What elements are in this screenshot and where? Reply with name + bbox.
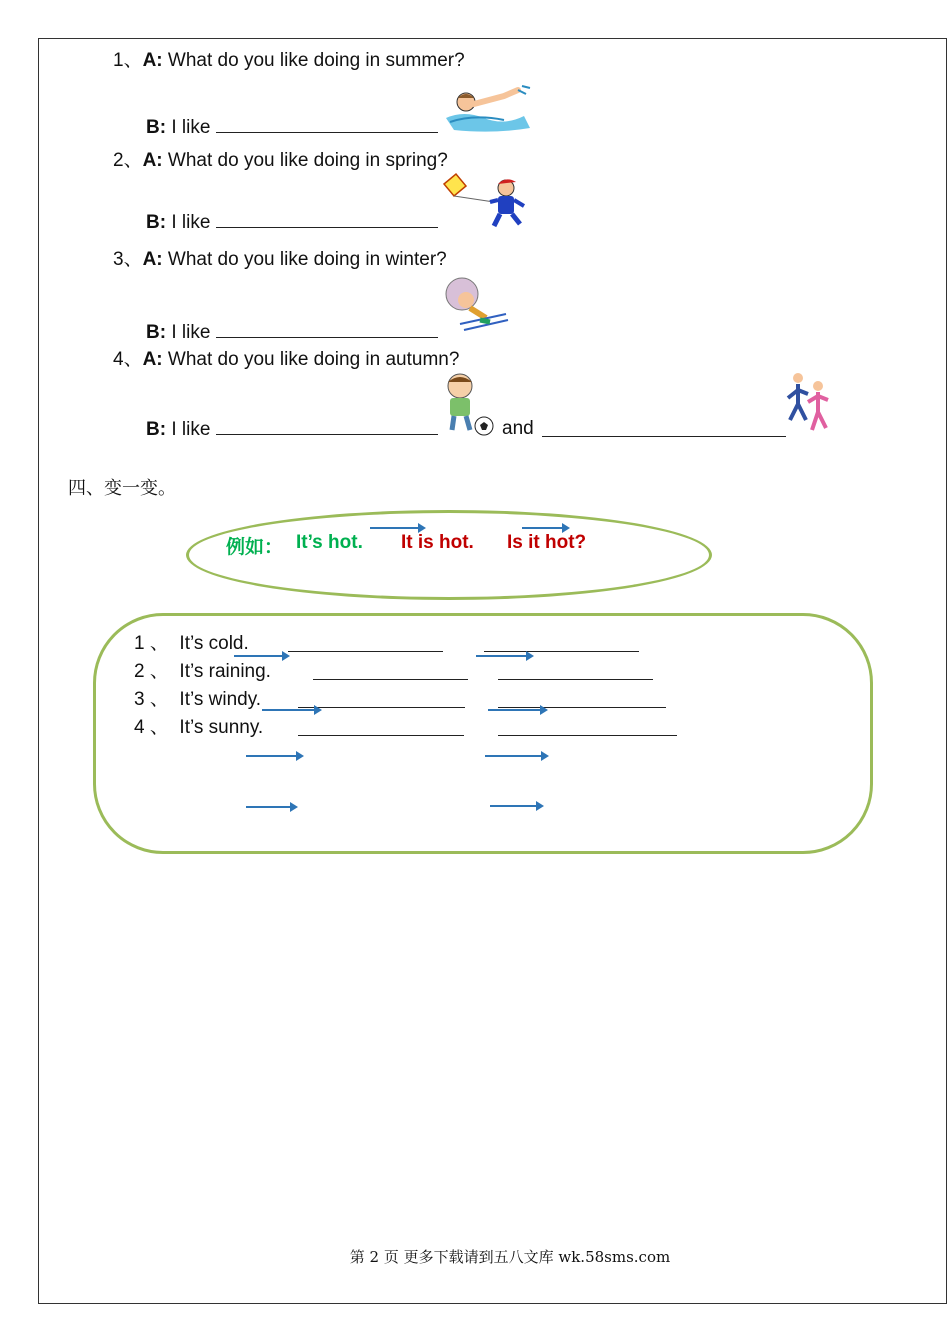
arrow-icon xyxy=(262,709,320,711)
section-title: 四、变一变。 xyxy=(68,478,176,499)
question-2-a: 2、A: What do you like doing in spring? xyxy=(113,150,448,171)
and-text: and xyxy=(502,418,534,439)
swimming-icon xyxy=(444,84,536,134)
answer-blank[interactable] xyxy=(216,211,438,228)
answer-line[interactable] xyxy=(288,651,443,652)
arrow-icon xyxy=(485,755,547,757)
playing-football-icon xyxy=(440,372,498,438)
arrow-icon xyxy=(246,806,296,808)
question-1-a: 1、A: What do you like doing in summer? xyxy=(113,50,465,71)
question-3-b: B: I like xyxy=(146,321,438,344)
exercise-item-4: 4 、 It’s sunny. xyxy=(134,717,264,738)
question-4-b: B: I like xyxy=(146,418,438,441)
arrow-icon xyxy=(234,655,288,657)
example-expanded: It is hot. xyxy=(401,532,474,553)
question-2-b: B: I like xyxy=(146,211,438,234)
example-label: 例如： xyxy=(226,536,284,558)
exercise-item-3: 3 、 It’s windy. xyxy=(134,689,262,710)
skiing-icon xyxy=(440,274,512,338)
example-question: Is it hot? xyxy=(507,532,587,553)
question-3-a: 3、A: What do you like doing in winter? xyxy=(113,249,447,270)
arrow-icon xyxy=(490,805,542,807)
answer-line[interactable] xyxy=(498,679,653,680)
answer-line[interactable] xyxy=(298,707,465,708)
answer-blank[interactable] xyxy=(216,116,438,133)
answer-line[interactable] xyxy=(484,651,639,652)
answer-blank-2[interactable] xyxy=(542,420,786,437)
arrow-icon xyxy=(522,527,568,529)
exercise-item-1: 1 、 It’s cold. xyxy=(134,633,249,654)
running-icon xyxy=(784,370,834,438)
example-original: It’s hot. xyxy=(296,532,363,553)
answer-line[interactable] xyxy=(498,707,666,708)
answer-line[interactable] xyxy=(298,735,464,736)
arrow-icon xyxy=(488,709,546,711)
question-1-b: B: I like xyxy=(146,116,438,139)
answer-blank[interactable] xyxy=(216,321,438,338)
answer-line[interactable] xyxy=(313,679,468,680)
exercise-item-2: 2 、 It’s raining. xyxy=(134,661,271,682)
arrow-icon xyxy=(246,755,302,757)
arrow-icon xyxy=(370,527,424,529)
question-4-a: 4、A: What do you like doing in autumn? xyxy=(113,349,460,370)
flying-kite-icon xyxy=(440,172,532,230)
answer-line[interactable] xyxy=(498,735,677,736)
answer-blank[interactable] xyxy=(216,418,438,435)
arrow-icon xyxy=(476,655,532,657)
page-footer: 第 2 页 更多下载请到五八文库 wk.58sms.com xyxy=(349,1248,671,1266)
